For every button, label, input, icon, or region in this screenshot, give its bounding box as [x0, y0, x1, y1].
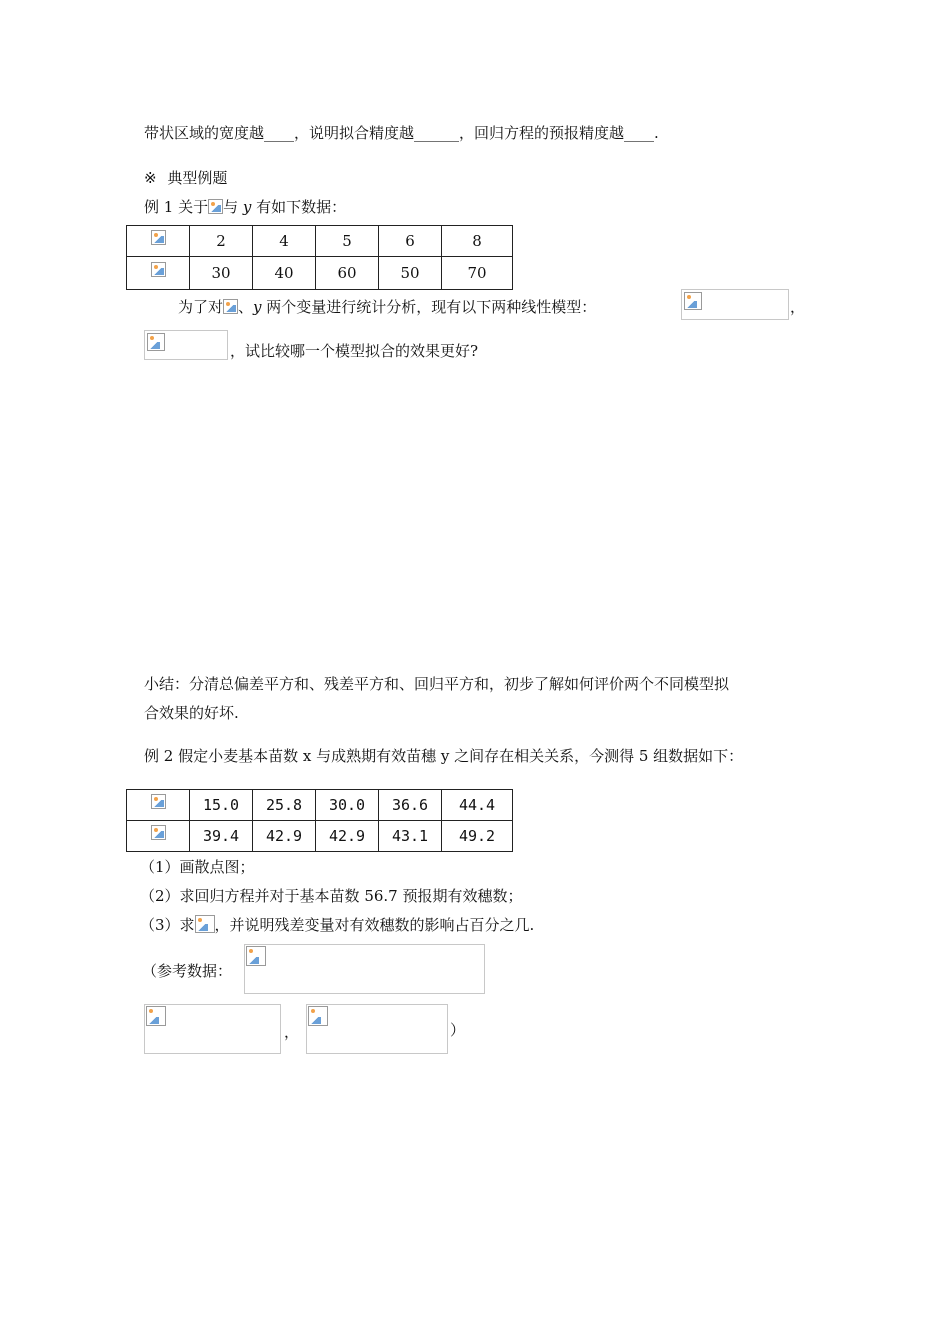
- intro-line: [144, 122, 659, 143]
- broken-image-icon: [195, 915, 215, 933]
- intro-text-3: ，回归方程的预报精度越: [459, 124, 625, 142]
- broken-image-icon: [151, 794, 166, 809]
- intro-text-2: ，说明拟合精度越: [294, 124, 415, 142]
- broken-image-icon: [246, 946, 266, 966]
- table-cell: 42.9: [253, 821, 316, 852]
- table-cell: 44.4: [442, 790, 513, 821]
- table-row: [127, 257, 513, 290]
- broken-image-icon: [147, 333, 165, 351]
- ex2-table: [126, 789, 513, 852]
- table-cell: 5: [316, 226, 379, 257]
- broken-image-icon: [208, 199, 223, 214]
- table-cell: 36.6: [379, 790, 442, 821]
- table-cell: 6: [379, 226, 442, 257]
- intro-text-4: .: [654, 124, 659, 142]
- table-cell: 15.0: [190, 790, 253, 821]
- question-2: （2）求回归方程并对于基本苗数 56.7 预报期有效穗数；: [140, 887, 523, 905]
- table-header-cell: [127, 226, 190, 257]
- table-cell: 25.8: [253, 790, 316, 821]
- table-cell: 30: [190, 257, 253, 290]
- ex2-intro: 例 2 假定小麦基本苗数 x 与成熟期有效苗穗 y 之间存在相关关系，今测得 5 组数据如下：: [144, 747, 744, 765]
- intro-text-1: 带状区域的宽度越: [144, 124, 265, 142]
- ex1-intro-c: 有如下数据：: [251, 198, 347, 216]
- ex1-para-d: ，试比较哪一个模型拟合的效果更好?: [230, 342, 479, 360]
- model-2-formula-image: [144, 330, 228, 360]
- table-row: [127, 790, 513, 821]
- ex1-para-b: 、: [238, 298, 254, 316]
- broken-image-icon: [151, 262, 166, 277]
- table-row: [127, 226, 513, 257]
- table-cell: 4: [253, 226, 316, 257]
- broken-image-icon: [146, 1006, 166, 1026]
- reference-label: （参考数据：: [142, 962, 233, 980]
- section-title: 典型例题: [167, 169, 228, 187]
- reference-formula-image-2: [144, 1004, 281, 1054]
- table-cell: 60: [316, 257, 379, 290]
- broken-image-icon: [151, 825, 166, 840]
- broken-image-icon: [151, 230, 166, 245]
- reference-mark: ※: [144, 169, 157, 187]
- section-heading: [144, 167, 227, 188]
- var-y: y: [242, 198, 252, 216]
- question-3-a: （3）求: [140, 916, 195, 934]
- ex1-paragraph-line1: [178, 296, 596, 317]
- table-row: [127, 821, 513, 852]
- ex1-intro: [144, 196, 346, 217]
- summary-line-1: 小结：分清总偏差平方和、残差平方和、回归平方和，初步了解如何评价两个不同模型拟: [144, 675, 730, 693]
- ex1-intro-b: 与: [223, 198, 243, 216]
- question-1: （1）画散点图；: [140, 858, 255, 876]
- table-cell: 2: [190, 226, 253, 257]
- table-cell: 42.9: [316, 821, 379, 852]
- blank-1: ____: [264, 124, 295, 142]
- broken-image-icon: [684, 292, 702, 310]
- table-header-cell: [127, 821, 190, 852]
- blank-3: ____: [624, 124, 655, 142]
- ex1-intro-a: 例 1 关于: [144, 198, 209, 216]
- reference-formula-image-3: [306, 1004, 448, 1054]
- blank-2: ______: [414, 124, 460, 142]
- broken-image-icon: [308, 1006, 328, 1026]
- table-header-cell: [127, 257, 190, 290]
- broken-image-icon: [223, 299, 238, 314]
- summary-line-2: 合效果的好坏.: [144, 704, 239, 722]
- table-header-cell: [127, 790, 190, 821]
- table-cell: 43.1: [379, 821, 442, 852]
- model-1-formula-image: [681, 289, 789, 320]
- ex1-table: [126, 225, 513, 290]
- table-cell: 49.2: [442, 821, 513, 852]
- table-cell: 39.4: [190, 821, 253, 852]
- question-3-b: ，并说明残差变量对有效穗数的影响占百分之几.: [214, 916, 535, 934]
- reference-formula-image-1: [244, 944, 485, 994]
- close-paren: ）: [450, 1021, 466, 1039]
- table-cell: 30.0: [316, 790, 379, 821]
- comma: ，: [790, 298, 806, 316]
- question-3: [140, 914, 534, 935]
- ex1-para-c: 两个变量进行统计分析，现有以下两种线性模型：: [261, 298, 597, 316]
- table-cell: 70: [442, 257, 513, 290]
- var-y: y: [253, 298, 262, 316]
- table-cell: 50: [379, 257, 442, 290]
- ex1-para-a: 为了对: [178, 298, 224, 316]
- table-cell: 40: [253, 257, 316, 290]
- table-cell: 8: [442, 226, 513, 257]
- comma: ，: [284, 1023, 300, 1041]
